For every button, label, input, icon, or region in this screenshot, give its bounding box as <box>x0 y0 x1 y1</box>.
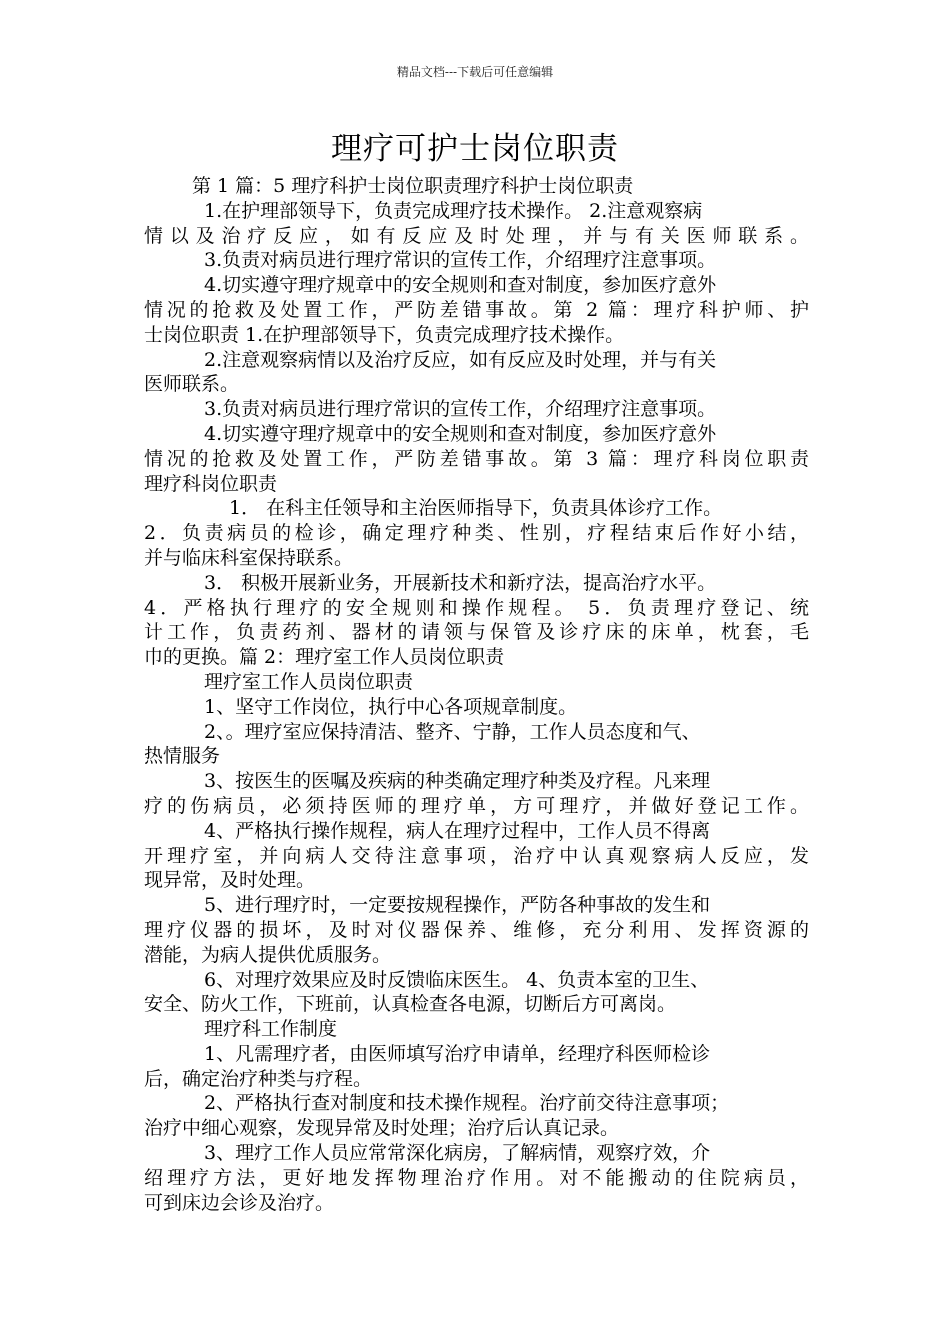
text-line: 3.负责对病员进行理疗常识的宣传工作，介绍理疗注意事项。 <box>204 398 717 421</box>
text-line: 3、按医生的医嘱及疾病的种类确定理疗种类及疗程。凡来理 <box>204 770 711 793</box>
text-line: 后，确定治疗种类与疗程。 <box>144 1067 373 1090</box>
text-line: 医师联系。 <box>144 373 240 396</box>
text-line: 情况的抢救及处置工作，严防差错事故。第 2 篇：理疗科护师、护 <box>144 298 809 321</box>
text-line: 理疗科岗位职责 <box>144 472 278 495</box>
text-line: 2．负责病员的检诊，确定理疗种类、性别，疗程结束后作好小结， <box>144 522 809 545</box>
text-line: 3、理疗工作人员应常常深化病房，了解病情，观察疗效，介 <box>204 1142 711 1165</box>
text-line: 4．严格执行理疗的安全规则和操作规程。 5．负责理疗登记、统 <box>144 596 809 619</box>
text-line: 士岗位职责 1.在护理部领导下，负责完成理疗技术操作。 <box>144 323 625 346</box>
header-note: 精品文档---下载后可任意编辑 <box>396 65 554 79</box>
text-line: 理疗科工作制度 <box>204 1018 338 1041</box>
text-line: 理疗室工作人员岗位职责 <box>204 670 414 693</box>
text-line: 开理疗室，并向病人交待注意事项，治疗中认真观察病人反应，发 <box>144 844 809 867</box>
text-line: 3.负责对病员进行理疗常识的宣传工作，介绍理疗注意事项。 <box>204 249 717 272</box>
text-line: 4.切实遵守理疗规章中的安全规则和查对制度，参加医疗意外 <box>204 274 717 297</box>
text-line: 治疗中细心观察，发现异常及时处理；治疗后认真记录。 <box>144 1117 620 1140</box>
text-line: 现异常，及时处理。 <box>144 869 316 892</box>
text-line: 第 1 篇：5 理疗科护士岗位职责理疗科护士岗位职责 <box>192 175 634 197</box>
text-line: 潜能，为病人提供优质服务。 <box>144 943 392 966</box>
text-line: 4.切实遵守理疗规章中的安全规则和查对制度，参加医疗意外 <box>204 422 717 445</box>
text-line: 可到床边会诊及治疗。 <box>144 1191 335 1214</box>
text-line: 情况的抢救及处置工作，严防差错事故。第 3 篇：理疗科岗位职责 <box>144 447 809 470</box>
text-line: 计工作，负责药剂、器材的请领与保管及诊疗床的床单，枕套，毛 <box>144 621 809 644</box>
text-line: 2.注意观察病情以及治疗反应，如有反应及时处理，并与有关 <box>204 348 717 371</box>
text-line: 2、严格执行查对制度和技术操作规程。治疗前交待注意事项； <box>204 1092 730 1115</box>
document-body <box>144 174 809 1215</box>
text-line: 3． 积极开展新业务，开展新技术和新疗法，提高治疗水平。 <box>204 571 717 594</box>
text-line: 热情服务 <box>144 745 221 768</box>
text-line: 疗的伤病员，必须持医师的理疗单，方可理疗，并做好登记工作。 <box>144 794 809 817</box>
text-line: 安全、防火工作，下班前，认真检查各电源，切断后方可离岗。 <box>144 993 677 1016</box>
text-line: 1.在护理部领导下，负责完成理疗技术操作。 2.注意观察病 <box>204 199 703 222</box>
text-line: 6、对理疗效果应及时反馈临床医生。 4、负责本室的卫生、 <box>204 968 710 991</box>
text-line: 2、。理疗室应保持清洁、整齐、宁静，工作人员态度和气、 <box>204 720 701 743</box>
text-line: 巾的更换。篇 2：理疗室工作人员岗位职责 <box>144 646 505 669</box>
text-line: 1． 在科主任领导和主治医师指导下，负责具体诊疗工作。 <box>229 497 723 520</box>
text-line: 1、坚守工作岗位，执行中心各项规章制度。 <box>204 695 578 718</box>
document-title: 理疗可护士岗位职责 <box>331 131 619 167</box>
text-line: 情以及治疗反应，如有反应及时处理，并与有关医师联系。 <box>144 224 809 247</box>
text-line: 4、严格执行操作规程，病人在理疗过程中，工作人员不得离 <box>204 819 711 842</box>
text-line: 理疗仪器的损坏，及时对仪器保养、维修，充分利用、发挥资源的 <box>144 918 809 941</box>
text-line: 5、进行理疗时，一定要按规程操作，严防各种事故的发生和 <box>204 894 711 917</box>
text-line: 并与临床科室保持联系。 <box>144 546 354 569</box>
text-line: 1、凡需理疗者，由医师填写治疗申请单，经理疗科医师检诊 <box>204 1042 711 1065</box>
text-line: 绍理疗方法，更好地发挥物理治疗作用。对不能搬动的住院病员， <box>144 1166 809 1189</box>
